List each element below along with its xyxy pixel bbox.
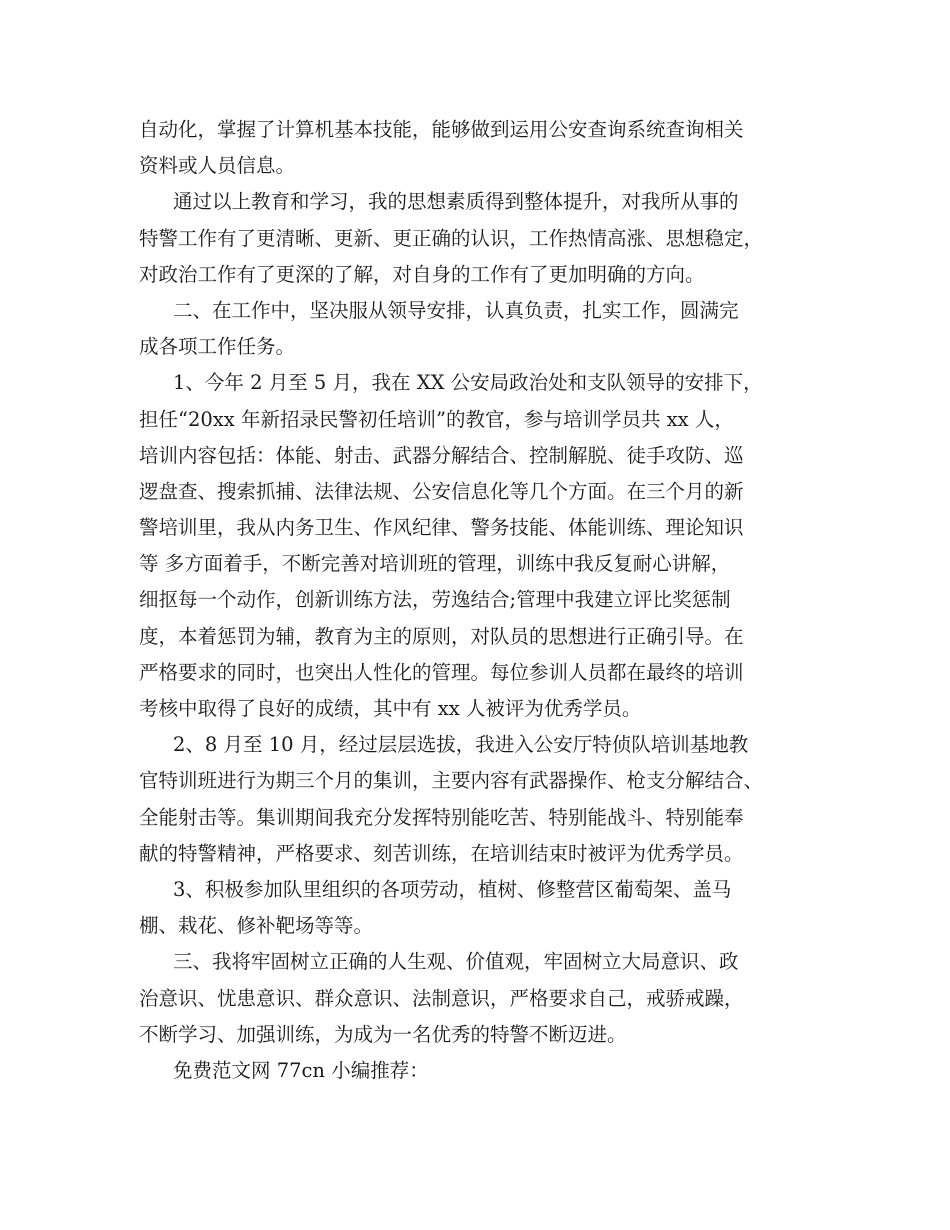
document-body <box>139 112 819 1089</box>
text-line: 等 多方面着手，不断完善对培训班的管理，训练中我反复耐心讲解， <box>139 552 731 576</box>
text-line: 不断学习、加强训练，为成为一名优秀的特警不断迈进。 <box>139 1022 627 1046</box>
paragraph-3 <box>139 293 819 365</box>
text-line: 官特训班进行为期三个月的集训，主要内容有武器操作、枪支分解结合、 <box>139 769 764 793</box>
text-line: 自动化，掌握了计算机基本技能，能够做到运用公安查询系统查询相关 <box>139 118 744 141</box>
text-line: 警培训里，我从内务卫生、作风纪律、警务技能、体能训练、理论知识 <box>139 516 744 540</box>
text-line: 细抠每一个动作，创新训练方法，劳逸结合;管理中我建立评比奖惩制 <box>139 588 731 612</box>
text-line: 严格要求的同时，也突出人性化的管理。每位参训人员都在最终的培训 <box>139 660 744 684</box>
text-line: 资料或人员信息。 <box>139 154 296 178</box>
text-line: 二、在工作中，坚决服从领导安排，认真负责，扎实工作，圆满完 <box>173 298 739 322</box>
text-line: 全能射击等。集训期间我充分发挥特别能吃苦、特别能战斗、特别能奉 <box>139 805 744 829</box>
paragraph-1 <box>139 112 819 184</box>
paragraph-6 <box>139 872 819 944</box>
text-line: 献的特警精神，严格要求、刻苦训练，在培训结束时被评为优秀学员。 <box>139 841 744 865</box>
text-line: 通过以上教育和学习，我的思想素质得到整体提升，对我所从事的 <box>173 190 739 214</box>
paragraph-2 <box>139 184 819 293</box>
text-line: 培训内容包括：体能、射击、武器分解结合、控制解脱、徒手攻防、巡 <box>139 443 744 467</box>
text-line: 考核中取得了良好的成绩，其中有 xx 人被评为优秀学员。 <box>139 697 642 720</box>
text-line: 治意识、忧患意识、群众意识、法制意识，严格要求自己，戒骄戒躁， <box>139 986 744 1010</box>
text-line: 1、今年 2 月至 5 月，我在 XX 公安局政治处和支队领导的安排下， <box>173 371 763 395</box>
text-line: 棚、栽花、修补靶场等等。 <box>139 914 374 938</box>
text-line: 逻盘查、搜索抓捕、法律法规、公安信息化等几个方面。在三个月的新 <box>139 479 744 503</box>
text-line: 2、8 月至 10 月，经过层层选拔，我进入公安厅特侦队培训基地教 <box>173 733 749 757</box>
text-line: 特警工作有了更清晰、更新、更正确的认识，工作热情高涨、思想稳定， <box>139 226 764 250</box>
text-line: 3、积极参加队里组织的各项劳动，植树、修整营区葡萄架、盖马 <box>173 877 732 901</box>
paragraph-8 <box>139 1053 819 1089</box>
paragraph-7 <box>139 944 819 1053</box>
text-line: 担任“20xx 年新招录民警初任培训”的教官，参与培训学员共 xx 人， <box>139 407 734 431</box>
text-line: 成各项工作任务。 <box>139 335 296 359</box>
text-line: 度，本着惩罚为辅，教育为主的原则，对队员的思想进行正确引导。在 <box>139 624 744 648</box>
text-line: 对政治工作有了更深的了解，对自身的工作有了更加明确的方向。 <box>139 262 705 286</box>
text-line: 免费范文网 77cn 小编推荐： <box>173 1058 429 1082</box>
paragraph-4 <box>139 365 819 727</box>
paragraph-5 <box>139 727 819 872</box>
text-line: 三、我将牢固树立正确的人生观、价值观，牢固树立大局意识、政 <box>173 950 739 974</box>
